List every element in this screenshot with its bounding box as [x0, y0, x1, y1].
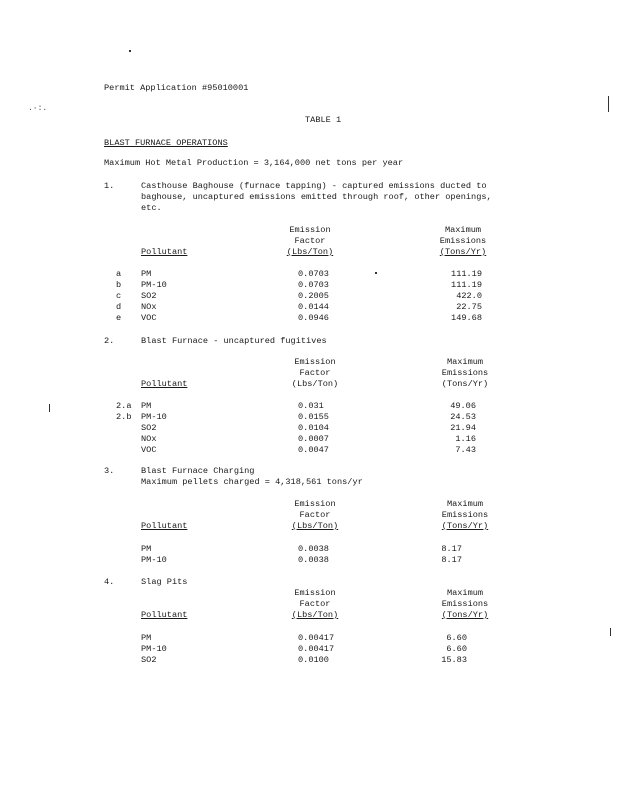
factor-cell: 0.0946 — [298, 313, 329, 323]
section-title-line: Blast Furnace Charging — [141, 466, 255, 476]
factor-cell: 0.0100 — [298, 655, 329, 665]
emissions-cell: 49.06 — [450, 401, 476, 411]
col-head-factor: (Lbs/Ton) — [291, 379, 339, 389]
pollutant-cell: NOx — [141, 434, 157, 444]
section-title-line: etc. — [141, 203, 162, 213]
col-head-emissions: (Tons/Yr) — [441, 610, 489, 620]
emissions-cell: 8.17 — [441, 544, 462, 554]
pollutant-cell: PM — [141, 401, 152, 411]
col-head-factor: (Lbs/Ton) — [291, 521, 339, 531]
pollutant-cell: PM-10 — [141, 555, 167, 565]
pollutant-cell: SO2 — [141, 423, 157, 433]
emissions-cell: 8.17 — [441, 555, 462, 565]
section-title: BLAST FURNACE OPERATIONS — [104, 138, 228, 148]
emissions-cell: 21.94 — [450, 423, 476, 433]
row-mark: 2.b — [116, 412, 132, 422]
factor-cell: 0.0104 — [298, 423, 329, 433]
pollutant-cell: SO2 — [141, 291, 157, 301]
row-mark: a — [116, 269, 122, 279]
row-mark: e — [116, 313, 122, 323]
factor-cell: 0.0703 — [298, 269, 329, 279]
factor-cell: 0.0155 — [298, 412, 329, 422]
pollutant-cell: VOC — [141, 313, 157, 323]
col-head-emissions: Maximum — [446, 499, 484, 509]
row-mark: d — [116, 302, 122, 312]
table-title: TABLE 1 — [305, 115, 342, 125]
col-head-emissions: Emissions — [441, 368, 489, 378]
row-mark: c — [116, 291, 122, 301]
factor-cell: 0.00417 — [298, 633, 335, 643]
col-head-factor: Emission — [289, 225, 331, 235]
col-head-emissions: Maximum — [446, 588, 484, 598]
col-head-factor: Emission — [294, 588, 336, 598]
col-head-pollutant: Pollutant — [141, 610, 188, 620]
factor-cell: 0.00417 — [298, 644, 335, 654]
pollutant-cell: PM — [141, 269, 152, 279]
margin-mark: .·:. — [28, 104, 48, 113]
col-head-factor: Factor — [299, 599, 331, 609]
emissions-cell: 6.60 — [446, 633, 467, 643]
col-head-pollutant: Pollutant — [141, 247, 188, 257]
col-head-factor: (Lbs/Ton) — [286, 247, 334, 257]
pollutant-cell: VOC — [141, 445, 157, 455]
emissions-cell: 1.16 — [455, 434, 476, 444]
emissions-cell: 22.75 — [456, 302, 482, 312]
col-head-factor: Emission — [294, 357, 336, 367]
emissions-cell: 6.60 — [446, 644, 467, 654]
col-head-factor: Emission — [294, 499, 336, 509]
row-mark: b — [116, 280, 122, 290]
section-title-line: Blast Furnace - uncaptured fugitives — [141, 336, 327, 346]
col-head-emissions: (Tons/Yr) — [441, 521, 489, 531]
emissions-cell: 111.19 — [451, 269, 482, 279]
emissions-cell: 111.19 — [451, 280, 482, 290]
col-head-emissions: Maximum — [446, 357, 484, 367]
emissions-cell: 7.43 — [455, 445, 476, 455]
factor-cell: 0.0007 — [298, 434, 329, 444]
emissions-cell: 149.68 — [451, 313, 482, 323]
scan-speck — [49, 404, 50, 412]
section-title-line: baghouse, uncaptured emissions emitted through roof, other openings, — [141, 192, 492, 202]
factor-cell: 0.031 — [298, 401, 324, 411]
section-title-line: Slag Pits — [141, 577, 188, 587]
pollutant-cell: PM-10 — [141, 280, 167, 290]
pollutant-cell: PM-10 — [141, 644, 167, 654]
col-head-pollutant: Pollutant — [141, 379, 188, 389]
section-title-line: Casthouse Baghouse (furnace tapping) - captured emissions ducted to — [141, 181, 487, 191]
pollutant-cell: PM — [141, 633, 152, 643]
pollutant-cell: SO2 — [141, 655, 157, 665]
col-head-factor: Factor — [299, 368, 331, 378]
col-head-factor: Factor — [294, 236, 326, 246]
section-number: 2. — [104, 336, 115, 346]
scan-speck — [375, 272, 377, 274]
factor-cell: 0.0144 — [298, 302, 329, 312]
pollutant-cell: PM — [141, 544, 152, 554]
col-head-emissions: (Tons/Yr) — [441, 379, 489, 389]
col-head-factor: (Lbs/Ton) — [291, 610, 339, 620]
section-number: 4. — [104, 577, 115, 587]
col-head-emissions: Emissions — [439, 236, 487, 246]
section-number: 1. — [104, 181, 115, 191]
section-number: 3. — [104, 466, 115, 476]
pollutant-cell: PM-10 — [141, 412, 167, 422]
factor-cell: 0.2005 — [298, 291, 329, 301]
permit-header: Permit Application #95010001 — [104, 83, 249, 93]
pollutant-cell: NOx — [141, 302, 157, 312]
col-head-factor: Factor — [299, 510, 331, 520]
scan-speck — [129, 50, 131, 52]
section-title-line: Maximum pellets charged = 4,318,561 tons/yr — [141, 477, 363, 487]
col-head-emissions: (Tons/Yr) — [439, 247, 487, 257]
row-mark: 2.a — [116, 401, 132, 411]
col-head-emissions: Maximum — [444, 225, 482, 235]
col-head-pollutant: Pollutant — [141, 521, 188, 531]
factor-cell: 0.0038 — [298, 555, 329, 565]
emissions-cell: 24.53 — [450, 412, 476, 422]
max-production: Maximum Hot Metal Production = 3,164,000 net tons per year — [104, 158, 404, 168]
emissions-cell: 15.83 — [441, 655, 467, 665]
col-head-emissions: Emissions — [441, 599, 489, 609]
scan-speck — [610, 628, 611, 636]
emissions-cell: 422.0 — [456, 291, 482, 301]
scan-speck — [608, 96, 609, 112]
col-head-emissions: Emissions — [441, 510, 489, 520]
factor-cell: 0.0703 — [298, 280, 329, 290]
factor-cell: 0.0038 — [298, 544, 329, 554]
factor-cell: 0.0047 — [298, 445, 329, 455]
